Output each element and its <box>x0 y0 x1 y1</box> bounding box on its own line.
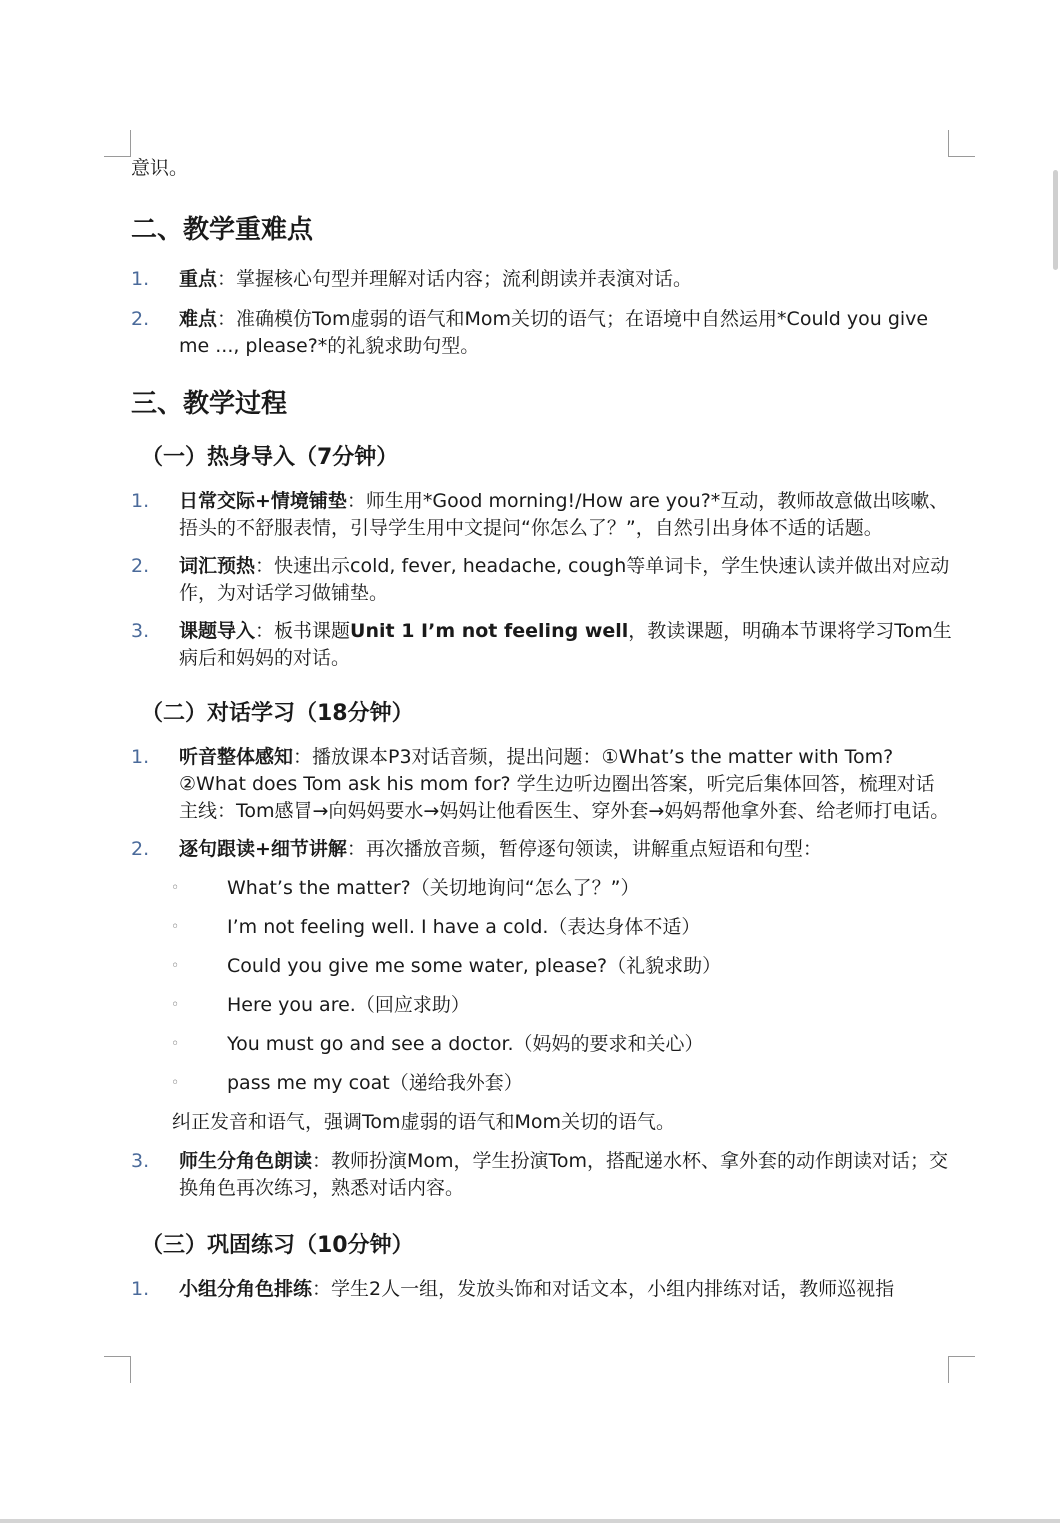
vertical-scrollbar[interactable] <box>1053 170 1058 270</box>
bullet-item <box>131 875 953 902</box>
list-item: 2. 逐句跟读+细节讲解：再次播放音频，暂停逐句领读，讲解重点短语和句型： <box>131 838 822 860</box>
item-lead: 逐句跟读+细节讲解 <box>179 838 347 860</box>
bullet-item <box>131 914 953 941</box>
bullet-text: Here you are.（回应求助） <box>227 994 470 1016</box>
bullet-icon: ◦ <box>171 997 180 1013</box>
list-item: 1. 小组分角色排练：学生2人一组，发放头饰和对话文本，小组内排练对话，教师巡视指 <box>131 1278 895 1300</box>
item-text: ：掌握核心句型并理解对话内容；流利朗读并表演对话。 <box>217 268 693 290</box>
bullet-text: You must go and see a doctor.（妈妈的要求和关心） <box>227 1033 704 1055</box>
list-item: 2. 词汇预热：快速出示cold, fever, headache, cough等单词卡，学生快速认读并做出对应动作，为对话学习做铺垫。 <box>131 555 950 604</box>
list-item: 2. 难点：准确模仿Tom虚弱的语气和Mom关切的语气；在语境中自然运用*Could you give me ..., please?*的礼貌求助句型。 <box>131 308 929 357</box>
bullet-item <box>131 1031 953 1058</box>
list-item: 3. 课题导入：板书课题Unit 1 I’m not feeling well，教读课题，明确本节课将学习Tom生病后和妈妈的对话。 <box>131 620 952 669</box>
item-text: ：师生用*Good morning!/How are you?*互动，教师故意做出咳嗽、捂头的不舒服表情，引导学生用中文提问“你怎么了？”，自然引出身体不适的话题。 <box>179 490 949 539</box>
item-text: ：学生2人一组，发放头饰和对话文本，小组内排练对话，教师巡视指 <box>312 1278 895 1300</box>
bullet-text: I’m not feeling well. I have a cold.（表达身体不适） <box>227 916 701 938</box>
item-lead: 师生分角色朗读 <box>179 1150 313 1172</box>
margin-corner-top-left <box>104 130 131 157</box>
item-text: ，教读课题，明确本节课将学习Tom生病后和妈妈的对话。 <box>179 620 952 669</box>
section3-heading: 三、教学过程 <box>131 389 288 419</box>
pronunciation-note: 纠正发音和语气，强调Tom虚弱的语气和Mom关切的语气。 <box>172 1111 676 1133</box>
margin-corner-bottom-right <box>948 1356 975 1383</box>
course-title: Unit 1 I’m not feeling well <box>350 620 629 642</box>
list-item <box>131 266 953 293</box>
list-item: 1. 日常交际+情境铺垫：师生用*Good morning!/How are you?*互动，教师故意做出咳嗽、捂头的不舒服表情，引导学生用中文提问“你怎么了？”，自然引出身体不适的话题。 <box>131 490 949 539</box>
part1-heading: （一）热身导入（7分钟） <box>141 445 399 470</box>
item-text: ：快速出示cold, fever, headache, cough等单词卡，学生快速认读并做出对应动作，为对话学习做铺垫。 <box>179 555 950 604</box>
part3-heading: （三）巩固练习（10分钟） <box>141 1233 414 1258</box>
item-lead: 课题导入 <box>179 620 256 642</box>
page-bottom-divider <box>0 1519 1060 1523</box>
intro-tail-text: 意识。 <box>131 157 189 179</box>
bullet-text: pass me my coat（递给我外套） <box>227 1072 523 1094</box>
item-text: ：再次播放音频，暂停逐句领读，讲解重点短语和句型： <box>346 838 822 860</box>
section2-heading: 二、教学重难点 <box>131 215 314 245</box>
item-text: ：准确模仿Tom虚弱的语气和Mom关切的语气；在语境中自然运用*Could you give me ..., please?*的礼貌求助句型。 <box>179 308 929 357</box>
margin-corner-bottom-left <box>104 1356 131 1383</box>
item-lead: 难点 <box>179 308 218 330</box>
part2-heading: （二）对话学习（18分钟） <box>141 701 414 726</box>
item-lead: 小组分角色排练 <box>179 1278 313 1300</box>
bullet-icon: ◦ <box>171 958 180 974</box>
item-text: ：板书课题 <box>255 620 351 642</box>
bullet-icon: ◦ <box>171 1075 180 1091</box>
bullet-item <box>131 1070 953 1097</box>
list-item: 1. 听音整体感知：播放课本P3对话音频，提出问题：①What’s the matter with Tom? ②What does Tom ask his mom for? 学生边听边圈出答案，听完后集体回答，梳理对话主线：Tom感冒→向妈妈要水→妈妈让他看医生、穿外套→妈妈帮他拿外套、给老师打电话。 <box>131 746 950 822</box>
margin-corner-top-right <box>948 130 975 157</box>
item-lead: 日常交际+情境铺垫 <box>179 490 347 512</box>
bullet-text: What’s the matter?（关切地询问“怎么了？”） <box>227 877 640 899</box>
item-text: ：教师扮演Mom，学生扮演Tom，搭配递水杯、拿外套的动作朗读对话；交换角色再次练习，熟悉对话内容。 <box>179 1150 949 1199</box>
list-number: 1. <box>131 268 150 290</box>
document-body <box>131 155 953 1303</box>
bullet-item <box>131 992 953 1019</box>
item-lead: 听音整体感知 <box>179 746 294 768</box>
item-lead: 重点 <box>179 268 218 290</box>
list-item: 3. 师生分角色朗读：教师扮演Mom，学生扮演Tom，搭配递水杯、拿外套的动作朗读对话；交换角色再次练习，熟悉对话内容。 <box>131 1150 949 1199</box>
item-text: ：播放课本P3对话音频，提出问题：①What’s the matter with Tom? ②What does Tom ask his mom for? 学生边听边圈出答案，听完后集体回答，梳理对话主线：Tom感冒→向妈妈要水→妈妈让他看医生、穿外套→妈妈帮他拿外套、给老师打电话。 <box>179 746 950 822</box>
bullet-text: Could you give me some water, please?（礼貌求助） <box>227 955 722 977</box>
bullet-icon: ◦ <box>171 880 180 896</box>
item-lead: 词汇预热 <box>179 555 256 577</box>
bullet-item <box>131 953 953 980</box>
bullet-icon: ◦ <box>171 919 180 935</box>
bullet-icon: ◦ <box>171 1036 180 1052</box>
